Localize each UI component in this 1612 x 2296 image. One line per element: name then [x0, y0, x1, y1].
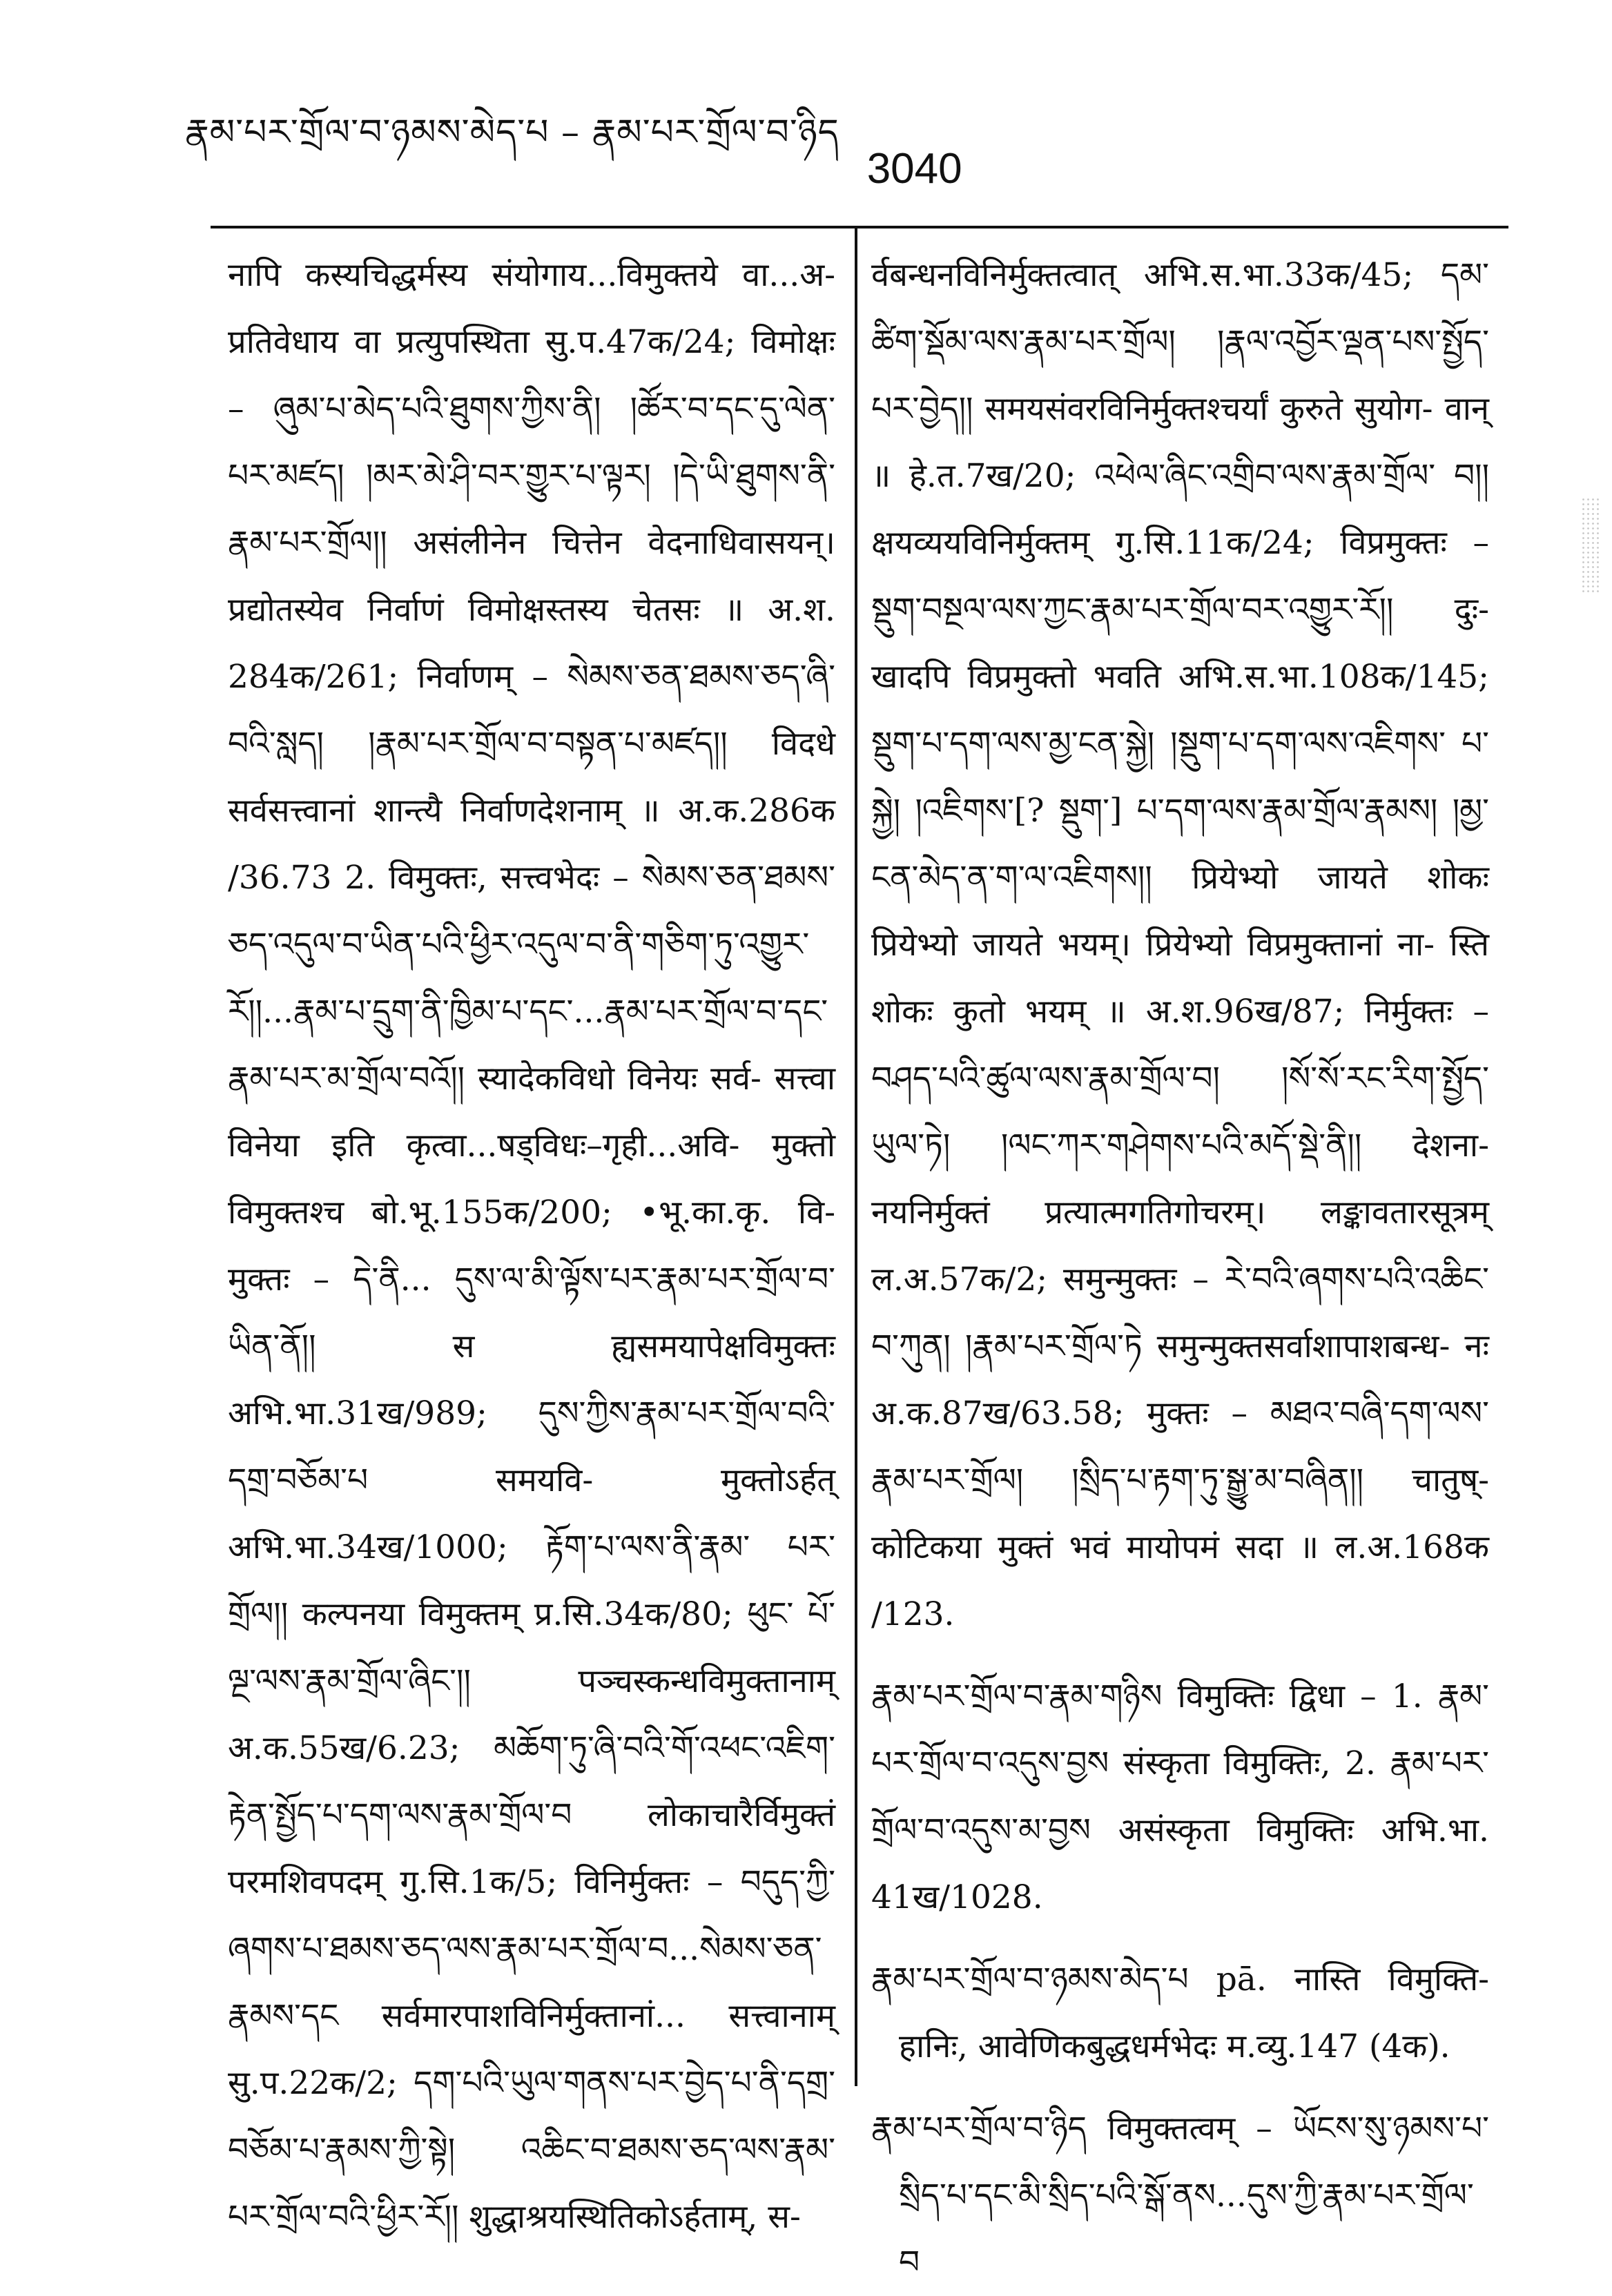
page-number: 3040	[866, 145, 962, 193]
left-column-text: नापि कस्यचिद्धर्मस्य संयोगाय...विमुक्तये वा...अ- प्रतिवेधाय वा प्रत्युपस्थिता सु.प.47क/24; विमोक्षः – ཞུམ་པ་མེད་པའི་ཐུགས་ཀྱིས་ནི། །ཚོར་བ་དང་དུ་ལེན་ པར་མཛད། །མར་མེ་ཤི་བར་གྱུར་པ་ལྟར། །དེ་ཡི་ཐུགས་ནི་ རྣམ་པར་གྲོལ།། असंलीनेन चित्तेन वेदनाधिवासयन्। प्रद्योतस्येव निर्वाणं विमोक्षस्तस्य चेतसः ॥ अ.श. 284क/261; निर्वाणम् – སེམས་ཅན་ཐམས་ཅད་ཞི་ བའི་སླད། །རྣམ་པར་གྲོལ་བ་བསྟན་པ་མཛད།། विदधे सर्वसत्त्वानां शान्त्यै निर्वाणदेशनाम् ॥ अ.क.286क /36.73 2. विमुक्तः, सत्त्वभेदः – སེམས་ཅན་ཐམས་ ཅད་འདུལ་བ་ཡིན་པའི་ཕྱིར་འདུལ་བ་ནི་གཅིག་ཏུ་འགྱུར་ རོ།།...རྣམ་པ་དྲུག་ནི་ཁྱིམ་པ་དང་...རྣམ་པར་གྲོལ་བ་དང་ རྣམ་པར་མ་གྲོལ་བའོ།། स्यादेकविधो विनेयः सर्व- सत्त्वा विनेया इति कृत्वा...षड्विधः–गृही...अवि- मुक्तो विमुक्तश्च बो.भू.155क/200; •भू.का.कृ. वि- मुक्तः – དེ་ནི... དུས་ལ་མི་ལྟོས་པར་རྣམ་པར་གྲོལ་བ་ ཡིན་ནོ།། स ह्यसमयापेक्षविमुक्तः अभि.भा.31ख/989; དུས་ཀྱིས་རྣམ་པར་གྲོལ་བའི་དགྲ་བཅོམ་པ समयवि- मुक्तोऽर्हत् अभि.भा.34ख/1000; རྟོག་པ་ལས་ནི་རྣམ་ པར་གྲོལ།། कल्पनया विमुक्तम् प्र.सि.34क/80; ཕུང་ པོ་ལྔ་ལས་རྣམ་གྲོལ་ཞིང་།། पञ्चस्कन्धविमुक्तानाम् अ.क.55ख/6.23; མཆོག་ཏུ་ཞི་བའི་གོ་འཕང་འཇིག་ རྟེན་སྤྱོད་པ་དག་ལས་རྣམ་གྲོལ་བ लोकाचारैर्विमुक्तं परमशिवपदम् गु.सि.1क/5; विनिर्मुक्तः – བདུད་ཀྱི་ ཞགས་པ་ཐམས་ཅད་ལས་རྣམ་པར་གྲོལ་བ...སེམས་ཅན་ རྣམས་དང सर्वमारपाशविनिर्मुक्तानां... सत्त्वानाम् सु.प.22क/2; དག་པའི་ཡུལ་གནས་པར་བྱེད་པ་ནི་དགྲ་ བཅོམ་པ་རྣམས་ཀྱི་སྟེ། འཆིང་བ་ཐམས་ཅད་ལས་རྣམ་ པར་གྲོལ་བའི་ཕྱིར་རོ།། शुद्धाश्रयस्थितिकोऽर्हताम्, स-	[228, 256, 835, 2236]
column-divider	[855, 226, 857, 2086]
dictionary-entry: རྣམ་པར་གྲོལ་བ་ཉིད विमुक्तत्वम् – ཡོངས་སུ་ཉམས་པ་ སྲིད་པ་དང་མི་སྲིད་པའི་སྒོ་ནས...དུས་ཀྱི་རྣམ་པར་གྲོལ་བ	[871, 2110, 1489, 2282]
left-column	[228, 242, 835, 2250]
dictionary-entry: རྣམ་པར་གྲོལ་བ་རྣམ་གཉིས विमुक्तिः द्विधा – 1. རྣམ་ པར་གྲོལ་བ་འདུས་བྱས संस्कृता विमुक्तिः, 2. རྣམ་པར་ གྲོལ་བ་འདུས་མ་བྱས असंस्कृता विमुक्तिः अभि.भा. 41ख/1028.	[871, 1677, 1489, 1916]
header-title: རྣམ་པར་གྲོལ་བ་ཉམས་མེད་པ – རྣམ་པར་གྲོལ་བ་ཉིད	[185, 112, 839, 153]
right-column-text: र्वबन्धनविनिर्मुक्तत्वात् अभि.स.भा.33क/45; དམ་ ཚིག་སྡོམ་ལས་རྣམ་པར་གྲོལ། །རྣལ་འབྱོར་ལྡན་པས་སྤྱོད་ པར་བྱེད།། समयसंवरविनिर्मुक्तश्चर्यां कुरुते सुयोग- वान् ॥ हे.त.7ख/20; འཕེལ་ཞིང་འགྲིབ་ལས་རྣམ་གྲོལ་ བ།། क्षयव्ययविनिर्मुक्तम् गु.सि.11क/24; विप्रमुक्तः – སྡུག་བསྔལ་ལས་ཀྱང་རྣམ་པར་གྲོལ་བར་འགྱུར་རོ།། दुः- खादपि विप्रमुक्तो भवति अभि.स.भा.108क/145; སྡུག་པ་དག་ལས་མྱ་ངན་སྐྱེ། །སྡུག་པ་དག་ལས་འཇིགས་ པ་སྐྱེ། །འཇིགས་[? སྡུག་] པ་དག་ལས་རྣམ་གྲོལ་རྣམས། །མྱ་ངན་མེད་ན་ག་ལ་འཇིགས།། प्रियेभ्यो जायते शोकः प्रियेभ्यो जायते भयम्। प्रियेभ्यो विप्रमुक्तानां ना- स्ति शोकः कुतो भयम् ॥ अ.श.96ख/87; निर्मुक्तः – བཤད་པའི་ཚུལ་ལས་རྣམ་གྲོལ་བ། །སོ་སོ་རང་རིག་སྤྱོད་ ཡུལ་ཏེ། །ལང་ཀར་གཤེགས་པའི་མདོ་སྡེ་ནི།། देशना- नयनिर्मुक्तं प्रत्यात्मगतिगोचरम्। लङ्कावतारसूत्रम् ल.अ.57क/2; समुन्मुक्तः – རེ་བའི་ཞགས་པའི་འཆིང་ བ་ཀུན། །རྣམ་པར་གྲོལ་ཏེ समुन्मुक्तसर्वाशापाशबन्ध- नः अ.क.87ख/63.58; मुक्तः – མཐའ་བཞི་དག་ལས་ རྣམ་པར་གྲོལ། །སྲིད་པ་རྟག་ཏུ་སྒྱུ་མ་བཞིན།། चातुष्- कोटिकया मुक्तं भवं मायोपमं सदा ॥ ल.अ.168क /123.	[871, 256, 1489, 1633]
right-column	[871, 242, 1489, 2296]
header-rule	[211, 226, 1508, 228]
dictionary-entry: རྣམ་པར་གྲོལ་བ་ཉམས་མེད་པ pā. नास्ति विमुक्ति- हानिः, आवेणिकबुद्धधर्मभेदः म.व्यु.147 (4क).	[871, 1961, 1489, 2065]
running-header	[185, 112, 1428, 193]
scan-speckle	[1581, 497, 1600, 594]
